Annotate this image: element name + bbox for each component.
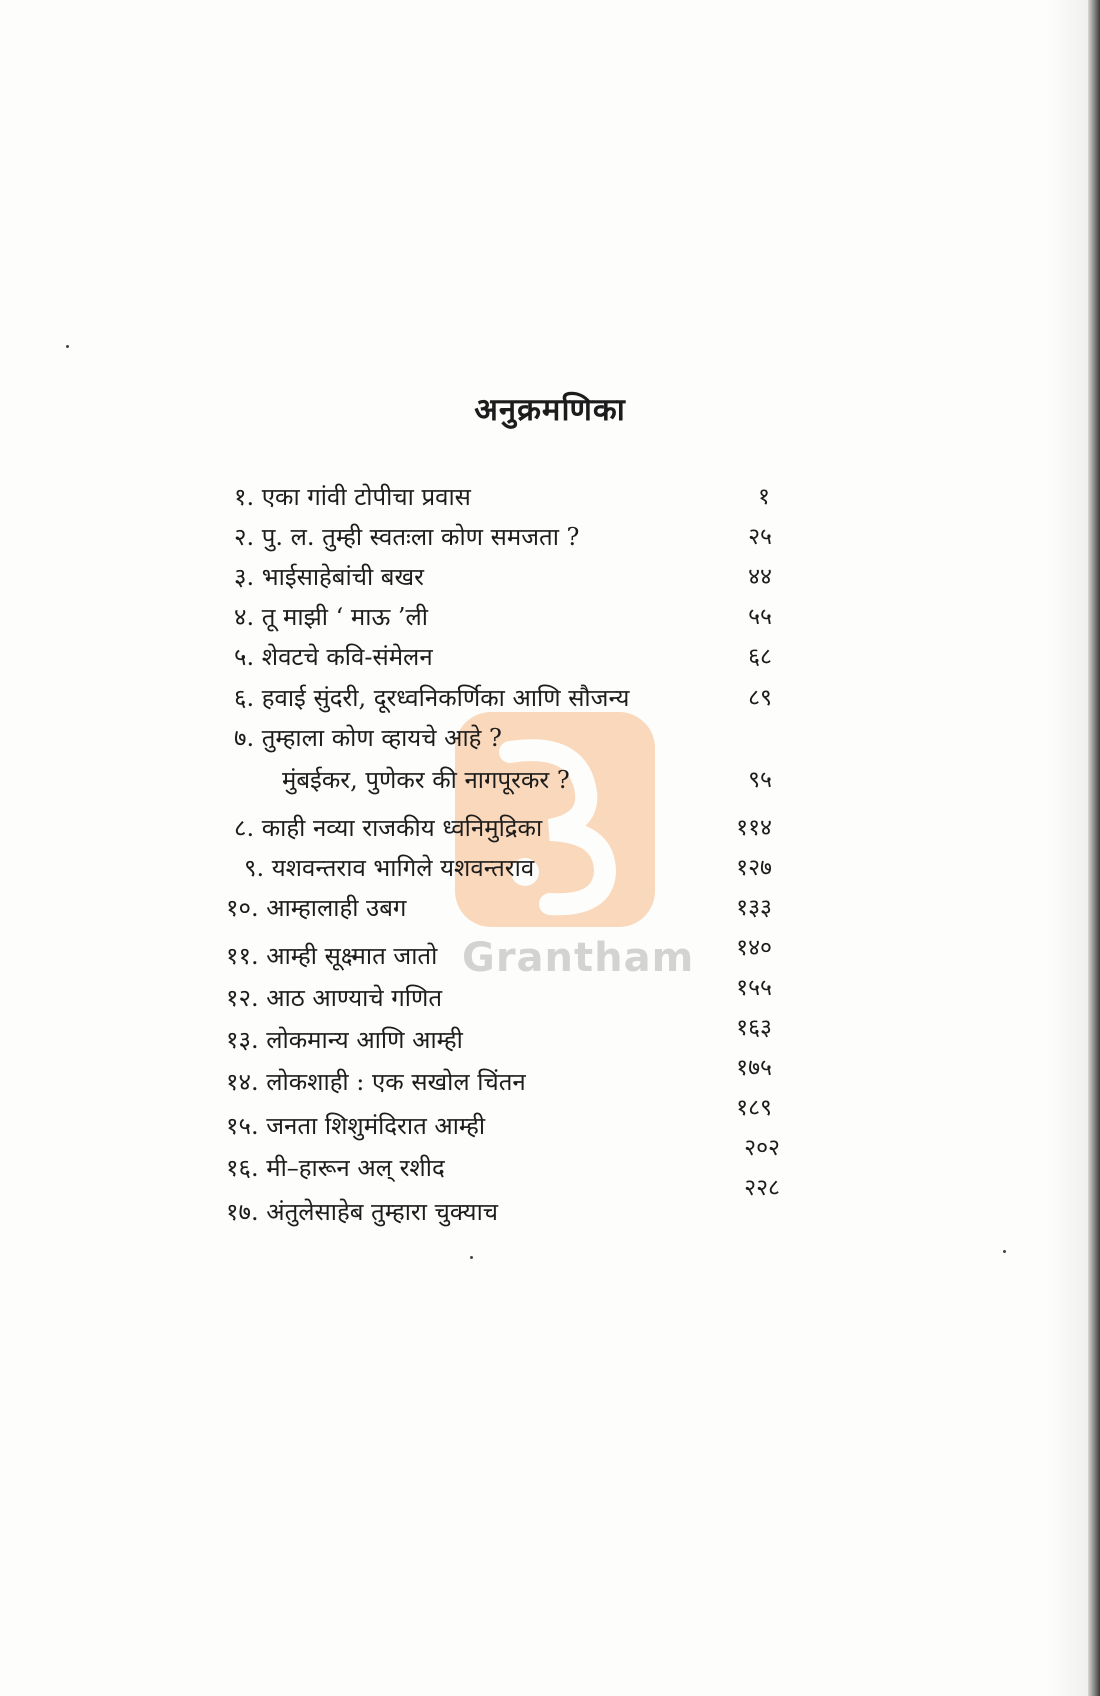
page-fold-shadow [1048,0,1088,1696]
entry-title: पु. ल. तुम्ही स्वतःला कोण समजता ? [261,523,580,551]
toc-entry [226,982,442,1014]
entry-page: १५५ [736,975,772,1001]
speck [470,1256,473,1259]
entry-number: ९. [244,854,265,882]
speck [66,345,69,348]
toc-entry [234,682,629,714]
entry-number: ८. [234,814,255,842]
entry-number: १३. [226,1026,259,1054]
entry-number: ५. [234,643,255,671]
entry-title: भाईसाहेबांची बखर [261,563,424,591]
entry-title: अंतुलेसाहेब तुम्हारा चुक्याच [266,1198,499,1226]
toc-entry [234,481,471,513]
toc-title: अनुक्रमणिका [474,392,626,428]
entry-page: १ [758,484,770,510]
entry-page: १४० [736,935,772,961]
entry-page: १६३ [736,1015,772,1041]
entry-number: १७. [226,1198,259,1226]
entry-number: ६. [234,684,255,712]
toc-entry [226,1024,463,1056]
entry-title: काही नव्या राजकीय ध्वनिमुद्रिका [261,814,543,842]
entry-title: आठ आण्याचे गणित [266,984,443,1012]
entry-number: ७. [234,724,255,752]
entry-number: १५. [226,1112,259,1140]
entry-number: ४. [234,603,255,631]
entry-number: १४. [226,1068,259,1096]
toc-entry [226,940,437,972]
entry-title: यशवन्तराव भागिले यशवन्तराव [271,854,535,882]
entry-number: १०. [226,894,259,922]
entry-page: १७५ [736,1055,772,1081]
entry-number: ३. [234,563,255,591]
entry-number: २. [234,523,255,551]
entry-title: आम्हालाही उबग [266,894,407,922]
toc-entry-continuation [282,764,570,796]
entry-page: २५ [748,524,772,550]
entry-title: तू माझी ‘ माऊ ’ली [261,603,429,631]
entry-title: लोकशाही : एक सखोल चिंतन [266,1068,526,1096]
entry-number: १६. [226,1154,259,1182]
toc-entry [234,641,433,673]
entry-page: ११४ [736,815,772,841]
entry-page: २२८ [744,1175,780,1201]
entry-number: १. [234,483,255,511]
toc-entry [234,521,579,553]
entry-page: १२७ [736,855,772,881]
toc-entry [234,601,428,633]
entry-title: मुंबईकर, पुणेकर की नागपूरकर ? [282,766,570,794]
entry-number: १२. [226,984,259,1012]
entry-title: आम्ही सूक्ष्मात जातो [266,942,438,970]
entry-page: २०२ [744,1135,780,1161]
entry-title: लोकमान्य आणि आम्ही [266,1026,463,1054]
toc-entry [244,852,534,884]
entry-title: शेवटचे कवि-संमेलन [261,643,433,671]
entry-page: १३३ [736,895,772,921]
entry-page: ८९ [748,685,772,711]
entry-title: हवाई सुंदरी, दूरध्वनिकर्णिका आणि सौजन्य [261,684,630,712]
toc-entry [234,722,502,754]
toc-entry [226,1066,526,1098]
toc-entry [234,812,542,844]
entry-page: ५५ [748,604,772,630]
page-edge [1088,0,1100,1696]
entry-number: ११. [226,942,259,970]
entry-page: ९५ [748,767,772,793]
entry-page: १८९ [736,1095,772,1121]
entry-title: जनता शिशुमंदिरात आम्ही [266,1112,486,1140]
entry-title: एका गांवी टोपीचा प्रवास [261,483,471,511]
toc-entry [226,1152,445,1184]
entry-page: ६८ [748,644,772,670]
toc-entry [226,892,406,924]
toc-entry [226,1196,498,1228]
speck [1003,1250,1006,1253]
toc-entry [234,561,424,593]
toc-entry [226,1110,485,1142]
watermark-text: Grantham [462,935,695,981]
entry-title: तुम्हाला कोण व्हायचे आहे ? [261,724,502,752]
entry-title: मी–हारून अल् रशीद [266,1154,445,1182]
entry-page: ४४ [748,564,772,590]
